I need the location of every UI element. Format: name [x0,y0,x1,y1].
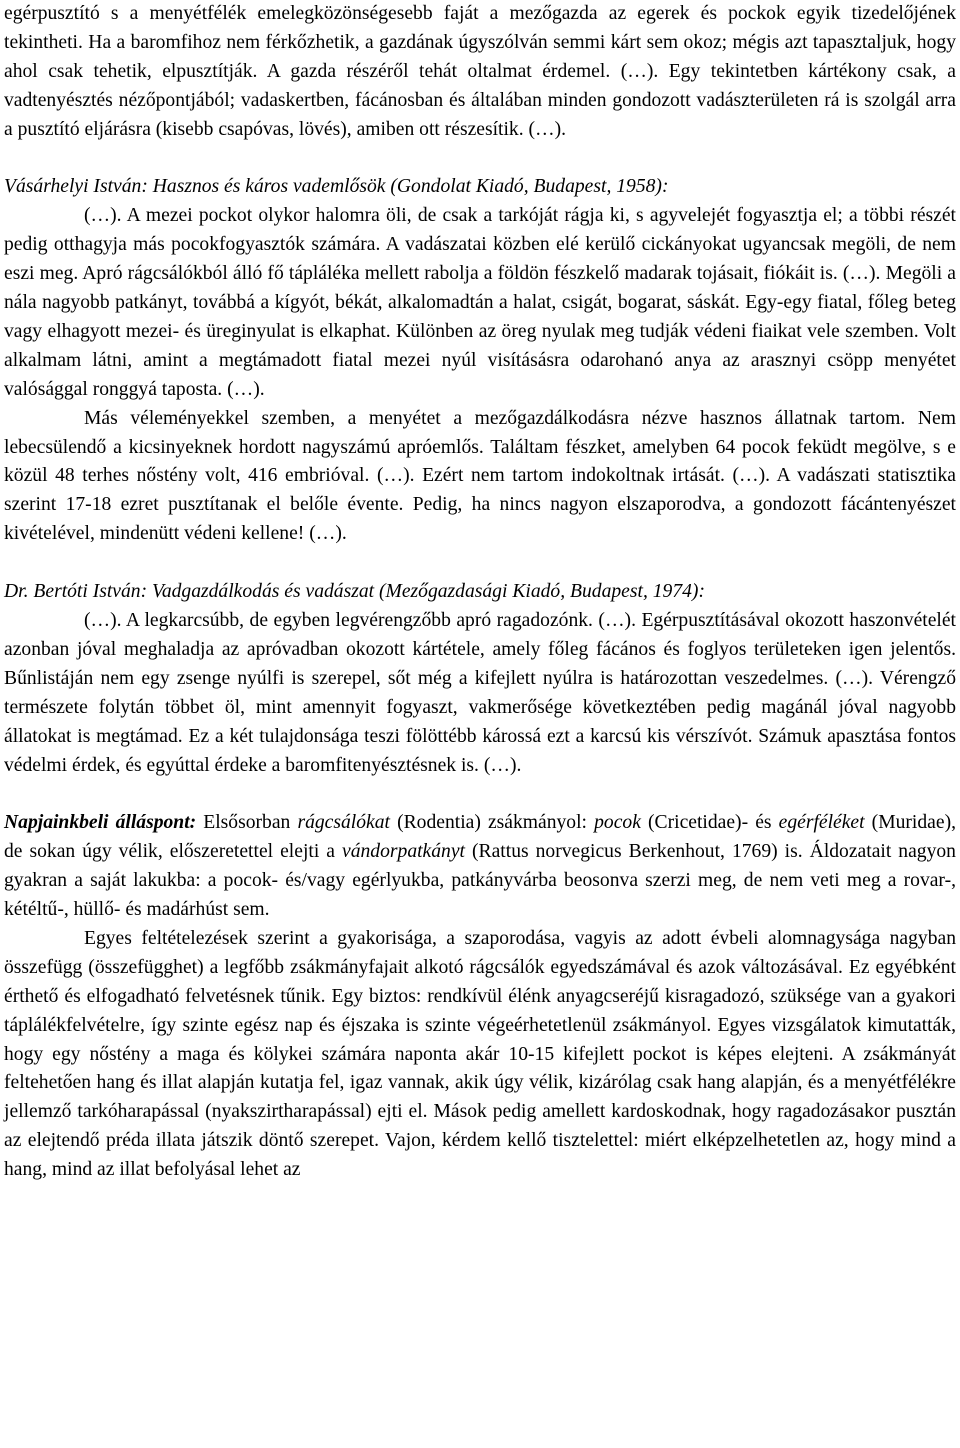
text-run: (Rodentia) zsákmányol: [389,812,595,834]
paragraph: (…). A legkarcsúbb, de egyben legvérengzőbb apró ragadozónk. (…). Egérpusztításával okozott haszonvételét azonban jóval meghaladja az apróvadban okozott kártétele, amely főleg fácános és foglyos területeken igen jelentős. Bűnlistáján nem egy zsenge nyúlfi is szerepel, sőt még a kifejlett nyúlra is határozottan veszedelmes. (…). Vérengző természete folytán többet öl, mint amennyit fogyaszt, vakmerősége következtében pedig magánál jóval nagyobb állatokat is megtámad. Ez a két tulajdonsága teszi fölöttébb károssá ezt a karcsú kis vérszívót. Számuk apasztása fontos védelmi érdek, és egyúttal érdeke a baromfitenyésztésnek is. (…). [4,610,956,776]
paragraph: (…). A mezei pockot olykor halomra öli, de csak a tarkóját rágja ki, s agyvelejét fogyasztja el; a többi részét pedig otthagyja más pocokfogyasztók számára. A vadászatai közben elé kerülő cickányokat ugyancsak megöli, de nem eszi meg. Apró rágcsálókból álló fő tápláléka mellett rabolja a földön fészkelő madarak tojásait, fiókáit is. (…). Megöli a nála nagyobb patkányt, továbbá a kígyót, békát, alkalomadtán a halat, csigát, bogarat, sáskát. Egy-egy fiatal, főleg beteg vagy elhagyott mezei- és üreginyulat is elkaphat. Különben az öreg nyulak meg tudják védeni fiaikat vele szemben. Volt alkalmam látni, amint a megtámadott fiatal mezei nyúl visításásra odarohanó anya az arasznyi csöpp menyétet valósággal ronggyá taposta. (…). [4,205,956,400]
emphasis: rágcsálókat [297,812,390,834]
paragraph: Egyes feltételezések szerint a gyakorisága, a szaporodása, vagyis az adott évbeli alomnagysága nagyban összefügg (összefügghet) a legfőbb zsákmányfajait alkotó rágcsálók egyedszámával és azok változásával. Ez egyébként érthető és elfogadható felvetésnek tűnik. Egy biztos: rendkívül élénk anyagcseréjű kisragadozó, szüksége van a gyakori táplálékfelvételre, így szinte egész nap és éjszaka is szinte végeérhetetlenül zsákmányol. Egyes vizsgálatok kimutatták, hogy egy nőstény a maga és kölykei számára naponta akár 10-15 kifejlett pockot is képes elejteni. A zsákmányát feltehetően hang és illat alapján kutatja fel, igaz vannak, akik úgy vélik, kizárólag csak hang alapján, és a menyétfélékre jellemző tarkóharapással (nyakszirtharapással) ejti el. Mások pedig amellett kardoskodnak, hogy ragadozásakor pusztán az elejtendő préda illata játszik döntő szerepet. Vajon, kérdem kellő tisztelettel: miért elképzelhetetlen az, hogy mind a hang, mind az illat befolyásal lehet az [4,927,956,1181]
paragraph-gap [4,780,956,809]
paragraph-gap [4,549,956,578]
text-run: (Muridae), de sokan úgy vélik, előszeretettel elejti a [4,812,956,863]
paragraph: Más véleményekkel szemben, a menyétet a mezőgazdálkodásra nézve hasznos állatnak tartom. Nem lebecsülendő a kicsinyeknek hordott nagyszámú apróemlős. Találtam fészket, amelyben 64 pocok feküdt megölve, s e közül 48 terhes nőstény volt, 416 embrióval. (…). Ezért nem tartom indokoltnak irtását. (…). A vadászati statisztika szerint 17-18 ezret pusztítanak el belőle évente. Pedig, ha nincs nagyon elszaporodva, a gondozott fácántenyészet kivételével, mindenütt védeni kellene! (…). [4,407,956,545]
text-run: Elsősorban [196,812,298,834]
source-citation: Dr. Bertóti István: Vadgazdálkodás és vadászat (Mezőgazdasági Kiadó, Budapest, 1974): [4,581,705,603]
text-run: (Cricetidae)- és [640,812,779,834]
source-citation: Vásárhelyi István: Hasznos és káros vademlősök (Gondolat Kiadó, Budapest, 1958): [4,176,669,198]
document-page [4,0,956,1185]
paragraph: egérpusztító s a menyétfélék emelegközönségesebb faját a mezőgazda az egerek és pockok egyik tizedelőjének tekintheti. Ha a baromfihoz nem férkőzhetik, a gazdának úgyszólván semmi kárt sem okoz; mégis azt tapasztaljuk, hogy ahol csak tehetik, elpusztítják. A gazda részéről tehát oltalmat érdemel. (…). Egy tekintetben kártékony csak, a vadtenyésztés nézőpontjából; vadaskertben, fácánosban és általában minden gondozott vadászterületen rá is szolgál arra a pusztító eljárásra (kisebb csapóvas, lövés), amiben ott részesítik. (…). [4,3,956,140]
emphasis: egérféléket [778,812,865,834]
paragraph [4,809,956,925]
section-heading: Napjainkbeli álláspont: [4,812,197,834]
emphasis: vándorpatkányt [342,841,465,863]
emphasis: pocok [594,812,641,834]
text-run: (Rattus norvegicus Berkenhout, 1769) is. Áldozatait nagyon gyakran a saját lakukba: a pocok- és/vagy egérlyukba, patkányvárba beosonva szerzi meg, de nem veti meg a rovar-, kétéltű-, hüllő- és madárhúst sem. [4,841,956,921]
paragraph-gap [4,145,956,174]
